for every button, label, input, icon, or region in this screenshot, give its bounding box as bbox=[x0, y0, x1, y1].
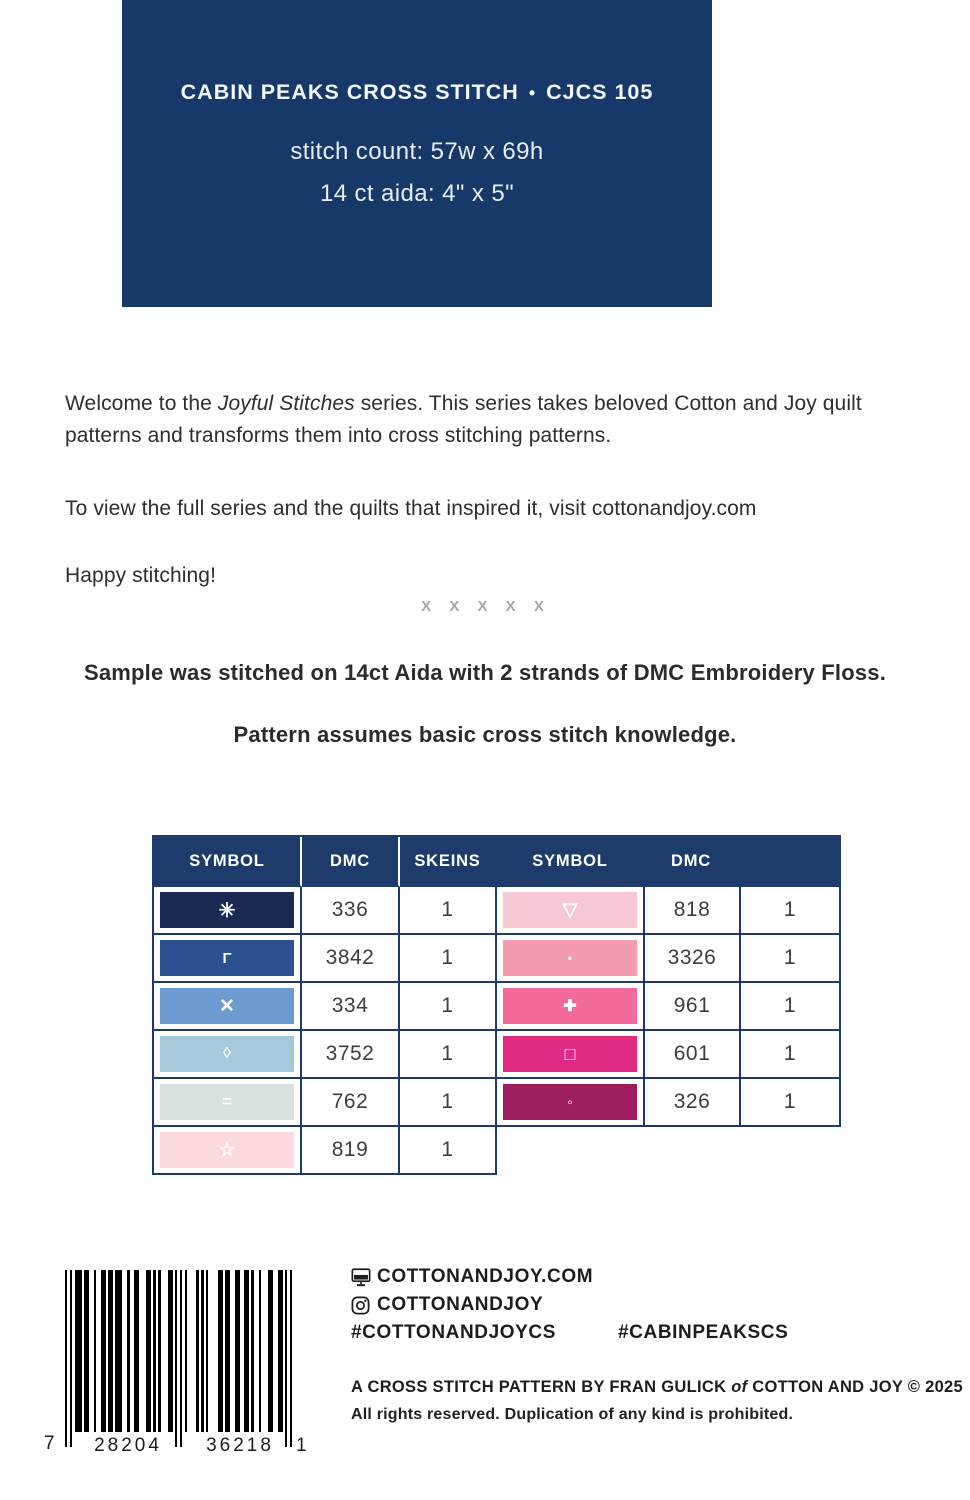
right-skeins-961: 1 bbox=[741, 983, 841, 1031]
left-color-swatch-3842 bbox=[160, 940, 294, 976]
hashtag-row bbox=[351, 1322, 788, 1344]
left-symbol-cell-762 bbox=[154, 1079, 302, 1127]
left-dmc-number-819: 819 bbox=[302, 1127, 400, 1175]
intro-paragraph-3: Happy stitching! bbox=[65, 564, 217, 587]
right-skeins-601: 1 bbox=[741, 1031, 841, 1079]
left-skeins-762: 1 bbox=[400, 1079, 497, 1127]
intro-p1-rest: series. This series takes beloved Cotton and Joy quilt bbox=[354, 392, 862, 415]
barcode-digit-last: 1 bbox=[296, 1435, 307, 1456]
monitor-icon bbox=[351, 1268, 377, 1287]
intro-paragraph-2: To view the full series and the quilts that inspired it, visit cottonandjoy.com bbox=[65, 497, 757, 520]
col-header-skeins-left: SKEINS bbox=[400, 837, 497, 887]
right-symbol-cell-818 bbox=[497, 887, 645, 935]
sample-note: Sample was stitched on 14ct Aida with 2 strands of DMC Embroidery Floss. bbox=[83, 660, 887, 685]
stitch-symbol-334: ✕ bbox=[219, 995, 235, 1017]
floss-table-left-group bbox=[152, 835, 497, 1175]
left-dmc-number-3842: 3842 bbox=[302, 935, 400, 983]
credit-text: A CROSS STITCH PATTERN BY FRAN GULICK bbox=[351, 1378, 732, 1396]
left-dmc-number-334: 334 bbox=[302, 983, 400, 1031]
header-card bbox=[122, 0, 712, 307]
left-skeins-336: 1 bbox=[400, 887, 497, 935]
left-symbol-cell-3752 bbox=[154, 1031, 302, 1079]
aida-size: 14 ct aida: 4" x 5" bbox=[319, 180, 515, 207]
left-symbol-cell-3842 bbox=[154, 935, 302, 983]
left-color-swatch-334 bbox=[160, 988, 294, 1024]
pattern-title: CABIN PEAKS CROSS STITCH bbox=[180, 80, 519, 104]
right-color-swatch-818 bbox=[503, 892, 637, 928]
right-symbol-cell-326 bbox=[497, 1079, 645, 1127]
instagram-handle: COTTONANDJOY bbox=[377, 1294, 544, 1315]
series-name-italic: Joyful Stitches bbox=[217, 392, 355, 415]
right-symbol-cell-3326 bbox=[497, 935, 645, 983]
stitch-symbol-336: ✳ bbox=[218, 899, 236, 922]
right-dmc-number-3326: 3326 bbox=[645, 935, 741, 983]
col-header-symbol-left: SYMBOL bbox=[154, 837, 302, 887]
stitch-symbol-601: □ bbox=[564, 1043, 576, 1064]
credit-of-italic: of bbox=[731, 1378, 748, 1396]
intro-p1-text: Welcome to the bbox=[65, 392, 218, 415]
right-dmc-number-326: 326 bbox=[645, 1079, 741, 1127]
floss-table-right-group bbox=[495, 835, 841, 1127]
left-dmc-number-762: 762 bbox=[302, 1079, 400, 1127]
stitch-symbol-818: ▽ bbox=[562, 899, 578, 921]
floss-table bbox=[152, 835, 841, 1175]
left-color-swatch-3752 bbox=[160, 1036, 294, 1072]
intro-p1-line2: patterns and transforms them into cross stitching patterns. bbox=[65, 423, 612, 447]
pattern-title-line bbox=[122, 80, 712, 105]
left-symbol-cell-334 bbox=[154, 983, 302, 1031]
left-skeins-334: 1 bbox=[400, 983, 497, 1031]
right-symbol-cell-961 bbox=[497, 983, 645, 1031]
col-header-symbol-right: SYMBOL bbox=[532, 851, 608, 870]
pattern-code: CJCS 105 bbox=[546, 80, 654, 104]
title-separator-dot: • bbox=[528, 83, 537, 103]
stitch-symbol-762: = bbox=[222, 1092, 232, 1111]
credit-text-after: COTTON AND JOY © 2025 bbox=[747, 1378, 964, 1396]
hashtag-pattern: #CABINPEAKSCS bbox=[618, 1322, 789, 1343]
left-dmc-number-336: 336 bbox=[302, 887, 400, 935]
right-symbol-cell-601 bbox=[497, 1031, 645, 1079]
right-skeins-326: 1 bbox=[741, 1079, 841, 1127]
right-group-header bbox=[497, 837, 841, 887]
x-stitch-divider: X X X X X bbox=[421, 598, 549, 615]
instagram-icon bbox=[351, 1296, 377, 1315]
left-symbol-cell-819 bbox=[154, 1127, 302, 1175]
left-color-swatch-819 bbox=[160, 1132, 294, 1168]
instagram-line bbox=[351, 1291, 788, 1319]
left-color-swatch-336 bbox=[160, 892, 294, 928]
right-dmc-number-818: 818 bbox=[645, 887, 741, 935]
stitch-symbol-819: ☆ bbox=[218, 1139, 236, 1161]
barcode-digits-left: 28204 bbox=[94, 1435, 162, 1456]
credit-line bbox=[351, 1378, 963, 1397]
right-color-swatch-326 bbox=[503, 1084, 637, 1120]
stitch-count: stitch count: 57w x 69h bbox=[290, 138, 544, 165]
right-dmc-number-601: 601 bbox=[645, 1031, 741, 1079]
left-color-swatch-762 bbox=[160, 1084, 294, 1120]
stitch-symbol-961: ✚ bbox=[563, 998, 577, 1015]
right-color-swatch-601 bbox=[503, 1036, 637, 1072]
col-header-dmc-right: DMC bbox=[671, 851, 711, 870]
website-url: COTTONANDJOY.COM bbox=[377, 1266, 594, 1287]
barcode-digit-first: 7 bbox=[44, 1433, 55, 1454]
left-symbol-cell-336 bbox=[154, 887, 302, 935]
intro-paragraph-1 bbox=[65, 388, 935, 452]
right-color-swatch-961 bbox=[503, 988, 637, 1024]
col-header-dmc-left: DMC bbox=[302, 837, 400, 887]
right-dmc-number-961: 961 bbox=[645, 983, 741, 1031]
upc-barcode bbox=[44, 1270, 319, 1470]
barcode-digits-right: 36218 bbox=[206, 1435, 274, 1456]
hashtag-series: #COTTONANDJOYCS bbox=[351, 1322, 557, 1343]
footer-links bbox=[351, 1263, 788, 1344]
stitch-symbol-3326: ▪ bbox=[567, 951, 573, 965]
right-skeins-818: 1 bbox=[741, 887, 841, 935]
stitch-symbol-3752: ◊ bbox=[223, 1045, 231, 1062]
left-skeins-3752: 1 bbox=[400, 1031, 497, 1079]
knowledge-note: Pattern assumes basic cross stitch knowledge. bbox=[233, 722, 737, 747]
left-skeins-3842: 1 bbox=[400, 935, 497, 983]
stitch-symbol-326: ◦ bbox=[567, 1093, 573, 1111]
website-line bbox=[351, 1263, 788, 1291]
right-skeins-3326: 1 bbox=[741, 935, 841, 983]
barcode-bar bbox=[290, 1270, 292, 1447]
left-skeins-819: 1 bbox=[400, 1127, 497, 1175]
stitch-symbol-3842: Γ bbox=[222, 949, 232, 967]
right-color-swatch-3326 bbox=[503, 940, 637, 976]
barcode-bars bbox=[65, 1270, 292, 1447]
left-dmc-number-3752: 3752 bbox=[302, 1031, 400, 1079]
rights-line: All rights reserved. Duplication of any kind is prohibited. bbox=[351, 1406, 794, 1423]
